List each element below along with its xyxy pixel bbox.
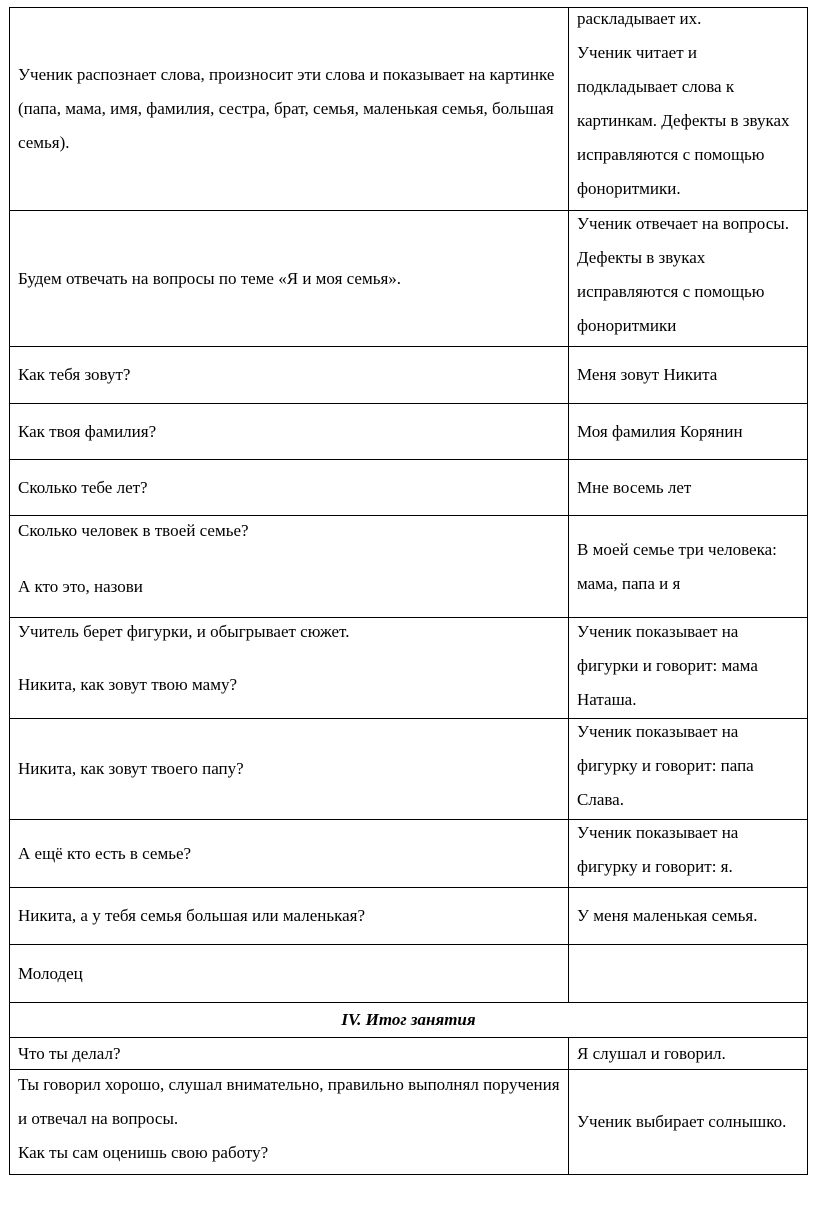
teacher-cell xyxy=(10,211,569,347)
teacher-cell xyxy=(10,1038,569,1070)
table-row xyxy=(10,618,808,719)
student-cell xyxy=(569,211,808,347)
student-text: Мне восемь лет xyxy=(577,477,692,497)
teacher-cell xyxy=(10,460,569,516)
section-header-row xyxy=(10,1003,808,1038)
table-row xyxy=(10,460,808,516)
table-row xyxy=(10,820,808,888)
student-cell-empty xyxy=(569,945,808,1003)
section-title-text: IV. Итог занятия xyxy=(341,1010,476,1029)
teacher-cell xyxy=(10,888,569,945)
student-cell xyxy=(569,347,808,404)
teacher-cell xyxy=(10,8,569,211)
table-row xyxy=(10,945,808,1003)
teacher-text: Что ты делал? xyxy=(18,1043,121,1063)
section-title xyxy=(10,1003,808,1038)
table-row xyxy=(10,1070,808,1175)
student-text: Ученик выбирает солнышко. xyxy=(577,1112,787,1131)
student-text: Меня зовут Никита xyxy=(577,365,718,384)
student-text: Ученик показывает на фигурку и говорит: я. xyxy=(577,823,739,876)
teacher-cell xyxy=(10,347,569,404)
table-row xyxy=(10,516,808,618)
teacher-cell xyxy=(10,945,569,1003)
student-cell xyxy=(569,460,808,516)
student-text: Ученик отвечает на вопросы. Дефекты в звуках исправляются с помощью фоноритмики xyxy=(577,214,789,335)
teacher-text: Молодец xyxy=(18,963,83,983)
student-text: В моей семье три человека: мама, папа и я xyxy=(577,539,777,593)
student-text: Ученик показывает на фигурку и говорит: папа Слава. xyxy=(577,722,754,809)
teacher-text: Сколько тебе лет? xyxy=(18,477,148,497)
table-row xyxy=(10,404,808,460)
table-row xyxy=(10,888,808,945)
student-cell xyxy=(569,888,808,945)
teacher-cell xyxy=(10,404,569,460)
teacher-text: Никита, как зовут твоего папу? xyxy=(18,759,244,778)
student-cell xyxy=(569,1070,808,1175)
student-cell xyxy=(569,618,808,719)
teacher-question: Сколько человек в твоей семье? xyxy=(18,521,249,540)
teacher-cell xyxy=(10,820,569,888)
teacher-question: А кто это, назови xyxy=(18,577,143,596)
student-cell xyxy=(569,1038,808,1070)
table-row xyxy=(10,347,808,404)
teacher-question: Никита, как зовут твою маму? xyxy=(18,675,237,694)
student-text: Моя фамилия Корянин xyxy=(577,421,743,441)
teacher-text: Ученик распознает слова, произносит эти слова и показывает на картинке (папа, мама, имя, фамилия, сестра, брат, семья, маленькая семья, большая семья). xyxy=(18,65,555,152)
student-cell xyxy=(569,404,808,460)
teacher-text: Учитель берет фигурки, и обыгрывает сюжет. xyxy=(18,622,350,641)
teacher-cell xyxy=(10,719,569,820)
student-text: Я слушал и говорил. xyxy=(577,1043,726,1063)
lesson-table xyxy=(9,7,808,1175)
teacher-text: Как твоя фамилия? xyxy=(18,421,157,441)
student-text: Ученик показывает на фигурки и говорит: мама Наташа. xyxy=(577,622,758,709)
teacher-text: Будем отвечать на вопросы по теме «Я и моя семья». xyxy=(18,268,402,288)
teacher-text: Никита, а у тебя семья большая или маленькая? xyxy=(18,906,366,925)
teacher-text: Ты говорил хорошо, слушал внимательно, правильно выполнял поручения и отвечал на вопросы. Как ты сам оценишь свою работу? xyxy=(18,1075,560,1162)
student-text: раскладывает их. Ученик читает и подкладывает слова к картинкам. Дефекты в звуках исправляются с помощью фоноритмики. xyxy=(577,9,790,198)
student-cell xyxy=(569,820,808,888)
teacher-text: Как тебя зовут? xyxy=(18,365,131,384)
table-row xyxy=(10,8,808,211)
student-text: У меня маленькая семья. xyxy=(577,906,758,925)
teacher-cell xyxy=(10,1070,569,1175)
teacher-cell xyxy=(10,618,569,719)
table-row xyxy=(10,1038,808,1070)
student-cell xyxy=(569,8,808,211)
teacher-cell xyxy=(10,516,569,618)
table-row xyxy=(10,719,808,820)
table-row xyxy=(10,211,808,347)
student-cell xyxy=(569,719,808,820)
student-cell xyxy=(569,516,808,618)
teacher-text: А ещё кто есть в семье? xyxy=(18,843,192,863)
